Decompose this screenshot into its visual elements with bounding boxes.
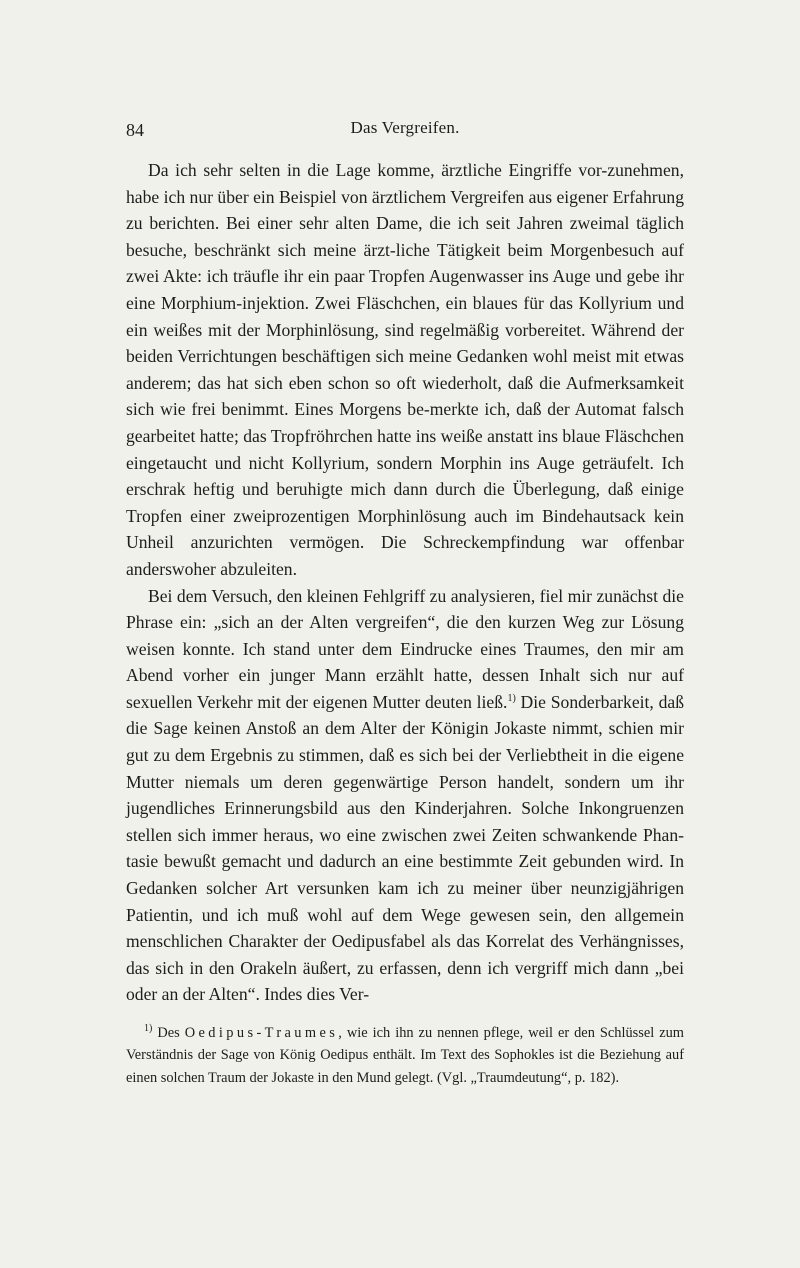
footnote-lead: Des — [152, 1025, 185, 1041]
body-text — [126, 157, 684, 1008]
footnote-text: , wie ich ihn zu nennen pflege, weil er den Schlüssel zum Verständnis der Sage von König Oedipus enthält. Im Text des Sophokles ist die Beziehung auf einen solchen Traum der Jokaste in den Mund gelegt. (Vgl. „Traumdeutung“, p. 182). — [126, 1025, 684, 1086]
footnotes — [126, 1022, 684, 1089]
paragraph-2-start: Bei dem Versuch, den kleinen Fehlgriff zu analysieren, fiel mir zunächst die Phrase ein: „sich an der Alten vergreifen“, die den kurzen Weg zur Lösung weisen konnte. Ich stand unter dem Eindrucke eines Traumes, den mir am Abend vorher ein junger Mann erzählt hatte, dessen Inhalt sich nur auf sexuellen Verkehr mit der eigenen Mutter deuten ließ. — [126, 585, 684, 712]
page-header — [126, 118, 684, 148]
page-number: 84 — [126, 120, 144, 140]
footnote-marker: 1) — [144, 1023, 153, 1035]
paragraph-2 — [126, 583, 684, 1009]
paragraph-1: Da ich sehr selten in die Lage komme, ärztliche Eingriffe vor-zunehmen, habe ich nur über ein Beispiel von ärztlichem Vergreifen aus eigener Erfahrung zu berichten. Bei einer sehr alten Dame, die ich seit Jahren zweimal täglich besuche, beschränkt sich meine ärzt-liche Tätigkeit beim Morgenbesuch auf zwei Akte: ich träufle ihr ein paar Tropfen Augenwasser ins Auge und gebe ihr eine Morphium-injektion. Zwei Fläschchen, ein blaues für das Kollyrium und ein weißes mit der Morphinlösung, sind regelmäßig vorbereitet. Während der beiden Verrichtungen beschäftigen sich meine Gedanken wohl meist mit etwas anderem; das hat sich eben schon so oft wiederholt, daß die Aufmerksamkeit sich wie frei benimmt. Eines Morgens be-merkte ich, daß der Automat falsch gearbeitet hatte; das Tropfröhrchen hatte ins weiße anstatt ins blaue Fläschchen eingetaucht und nicht Kollyrium, sondern Morphin ins Auge geträufelt. Ich erschrak heftig und beruhigte mich dann durch die Überlegung, daß einige Tropfen einer zweiprozentigen Morphinlösung auch im Bindehautsack kein Unheil anzurichten vermögen. Die Schreckempfindung war offenbar anderswoher abzuleiten. — [126, 160, 684, 579]
paragraph-2-continued: Die Sonderbarkeit, daß die Sage keinen Anstoß an dem Alter der Königin Jokaste nimmt, schien mir gut zu dem Ergebnis zu stimmen, daß es sich bei der Verliebtheit in die eigene Mutter niemals um deren gegenwärtige Person handelt, sondern um ihr jugendliches Erinnerungsbild aus den Kinderjahren. Solche Inkongruenzen stellen sich immer heraus, wo eine zwischen zwei Zeiten schwankende Phan-tasie bewußt gemacht und dadurch an eine bestimmte Zeit gebunden wird. In Gedanken solcher Art versunken kam ich zu meiner über neunzigjährigen Patientin, und ich muß wohl auf dem Wege gewesen sein, den allgemein menschlichen Charakter der Oedipusfabel als das Korrelat des Verhängnisses, das sich in den Orakeln äußert, zu erfassen, denn ich vergriff mich dann „bei oder an der Alten“. Indes dies Ver- — [126, 691, 685, 1005]
footnote-spaced-term: Oedipus-Traumes — [184, 1025, 339, 1041]
footnote-1 — [126, 1022, 684, 1089]
footnote-reference: 1) — [507, 693, 516, 705]
running-title: Das Vergreifen. — [350, 118, 460, 137]
